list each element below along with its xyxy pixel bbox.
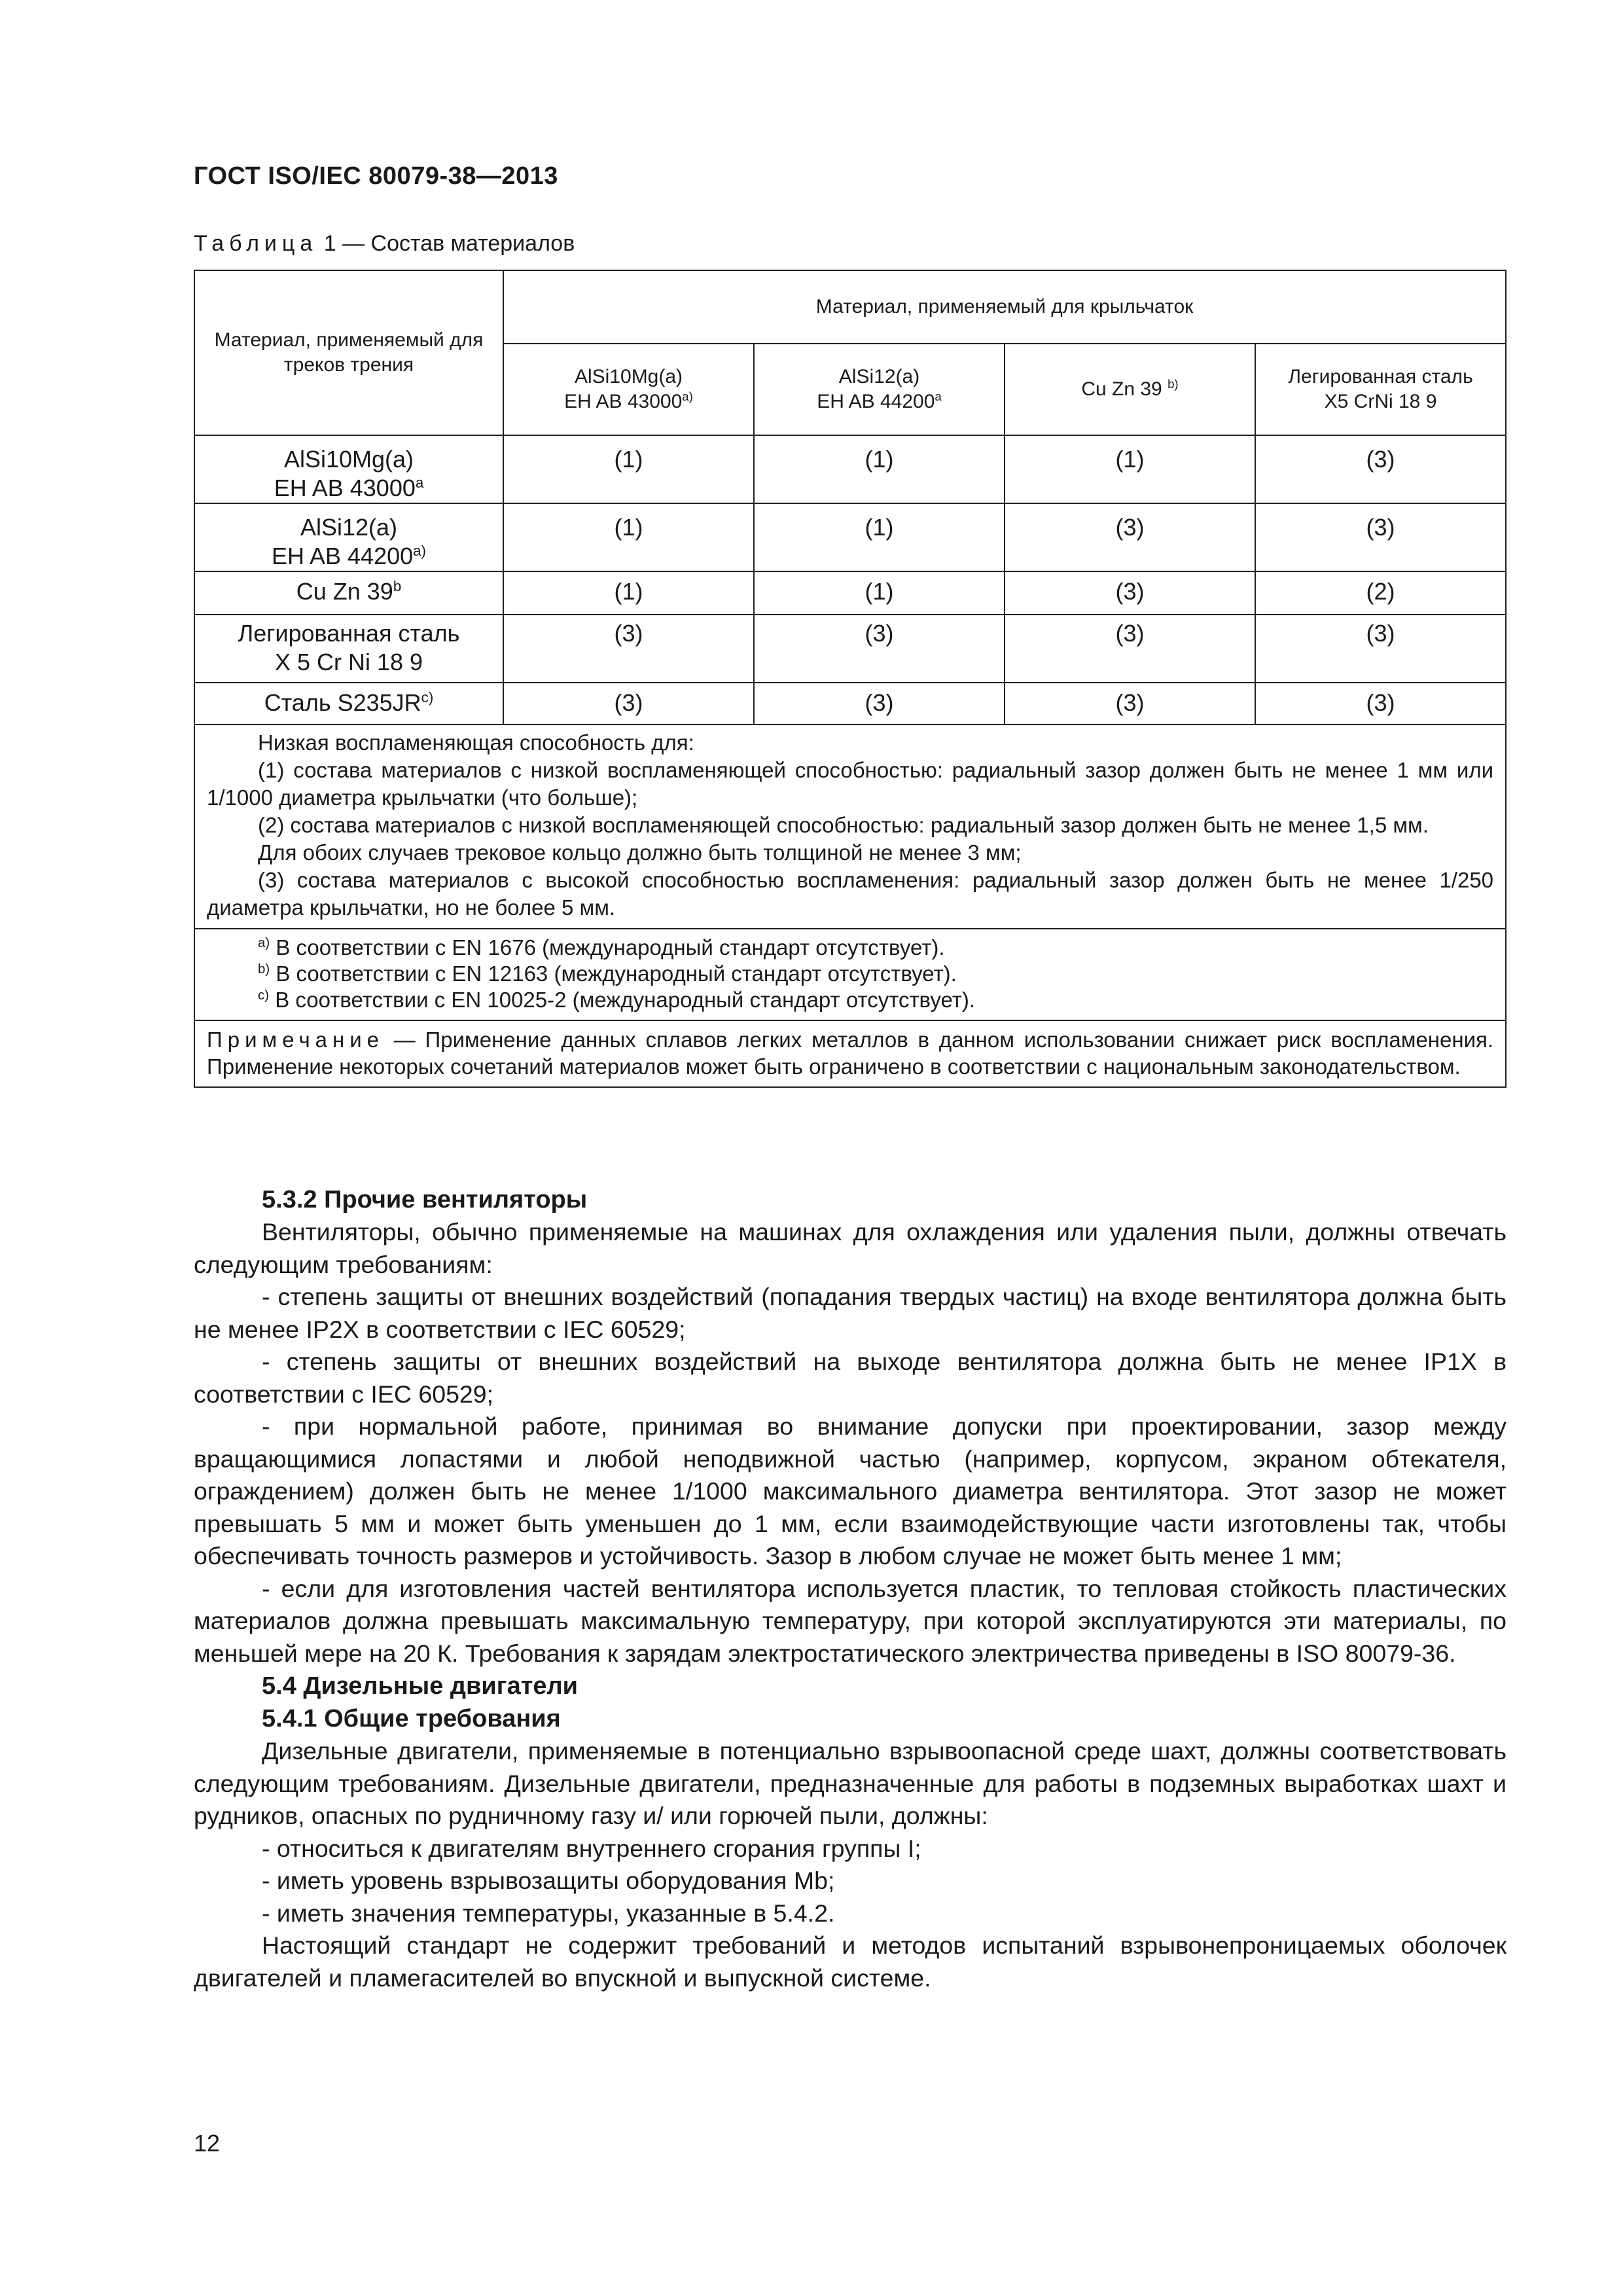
note-2: (2) состава материалов с низкой воспламеняющей способностью: радиальный зазор должен быть не менее 1,5 мм.	[258, 813, 1429, 837]
table-row	[194, 503, 1506, 571]
note-both: Для обоих случаев трековое кольцо должно быть толщиной не менее 3 мм;	[258, 840, 1022, 865]
table-cell: (3)	[1005, 615, 1255, 683]
section-heading-5-4-1: 5.4.1 Общие требования	[262, 1705, 561, 1732]
row-header-label: Материал, применяемый для треков трения	[214, 329, 484, 376]
table-notes	[194, 725, 1506, 929]
paragraph: Вентиляторы, обычно применяемые на машинах для охлаждения или удаления пыли, должны отвечать следующим требованиям:	[194, 1218, 1507, 1278]
table-row	[194, 435, 1506, 503]
column-group-header	[503, 270, 1506, 344]
table-cell: (3)	[1005, 503, 1255, 571]
footnote-ref: c)	[421, 689, 434, 706]
table-notes-row	[194, 725, 1506, 929]
column-header	[1005, 344, 1255, 435]
table-cell: (1)	[1005, 435, 1255, 503]
table-cell: (1)	[754, 571, 1005, 615]
table-cell: (3)	[503, 615, 754, 683]
row-label-line1: AlSi10Mg(a)	[283, 446, 414, 473]
footnote-mark: a)	[258, 935, 270, 950]
column-header	[754, 344, 1005, 435]
row-label	[194, 571, 503, 615]
table-remark-row	[194, 1020, 1506, 1087]
row-label-line1: Легированная сталь	[238, 620, 460, 647]
footnote-text: В соответствии с EN 12163 (международный стандарт отсутствует).	[270, 961, 957, 986]
table-cell: (3)	[754, 683, 1005, 725]
row-header-cell	[194, 270, 503, 435]
column-header-line2: EH AB 44200	[817, 391, 935, 412]
footnote-ref: a)	[682, 389, 693, 403]
column-header	[1255, 344, 1506, 435]
body-text	[194, 1183, 1507, 1994]
page-number: 12	[194, 2130, 221, 2157]
section-heading-5-3-2: 5.3.2 Прочие вентиляторы	[262, 1186, 588, 1213]
row-label	[194, 503, 503, 571]
column-header-line1: Cu Zn 39	[1081, 378, 1162, 400]
table-row	[194, 615, 1506, 683]
row-label	[194, 615, 503, 683]
table-cell: (1)	[503, 503, 754, 571]
footnote-ref: b)	[1168, 377, 1179, 391]
column-header	[503, 344, 754, 435]
table-cell: (1)	[754, 435, 1005, 503]
row-label-line2: X 5 Cr Ni 18 9	[274, 649, 423, 675]
footnote-mark: b)	[258, 961, 270, 977]
footnote-ref: a)	[413, 543, 426, 559]
list-item: - если для изготовления частей вентилятора используется пластик, то тепловая стойкость пластических материалов должна превышать максимальную температуру, при которой эксплуатируются эти материалы, по меньшей мере на 20 К. Требования к зарядам электростатического электричества приведены в ISO 80079-36.	[194, 1574, 1507, 1667]
row-label	[194, 435, 503, 503]
table-row	[194, 571, 1506, 615]
notes-intro: Низкая воспламеняющая способность для:	[258, 730, 694, 755]
table-cell: (1)	[503, 435, 754, 503]
table-cell: (1)	[503, 571, 754, 615]
note-3: (3) состава материалов с высокой способностью воспламенения: радиальный зазор должен быть не менее 1/250 диаметра крыльчатки, но не более 5 мм.	[207, 868, 1494, 920]
table-cell: (2)	[1255, 571, 1506, 615]
remark-text: — Применение данных сплавов легких металлов в данном использовании снижает риск воспламенения. Применение некоторых сочетаний материалов может быть ограничено в соответствии с национальным законодательством.	[207, 1028, 1494, 1079]
row-label-line1: AlSi12(a)	[300, 514, 398, 541]
footnote	[258, 935, 1493, 961]
table-caption	[194, 231, 575, 257]
column-header-line2: X5 CrNi 18 9	[1324, 391, 1437, 412]
footnote-ref: b	[393, 578, 402, 594]
table-cell: (1)	[754, 503, 1005, 571]
table-cell: (3)	[1005, 683, 1255, 725]
section-heading-5-4: 5.4 Дизельные двигатели	[262, 1672, 578, 1700]
row-label-line1: Cu Zn 39	[296, 578, 393, 605]
footnote-mark: c)	[258, 988, 270, 1003]
footnote-text: В соответствии с EN 1676 (международный стандарт отсутствует).	[270, 935, 945, 960]
table-caption-title: 1 — Состав материалов	[317, 231, 575, 256]
row-label-line2: EH AB 44200	[271, 543, 414, 569]
table-cell: (3)	[754, 615, 1005, 683]
table-footnotes	[194, 929, 1506, 1020]
column-header-line2: EH AB 43000	[564, 391, 683, 412]
document-header: ГОСТ ISO/IEC 80079-38—2013	[194, 162, 558, 190]
column-header-line1: Легированная сталь	[1288, 366, 1473, 387]
footnote-ref: a	[415, 475, 424, 491]
paragraph: Дизельные двигатели, применяемые в потенциально взрывоопасной среде шахт, должны соответствовать следующим требованиям. Дизельные двигатели, предназначенные для работы в подземных выработках шахт и рудников, опасных по рудничному газу и/ или горючей пыли, должны:	[194, 1737, 1507, 1829]
list-item: - иметь уровень взрывозащиты оборудования Mb;	[262, 1867, 835, 1894]
table-cell: (3)	[1255, 503, 1506, 571]
remark-word: Примечание	[207, 1028, 385, 1052]
materials-table	[194, 270, 1507, 1088]
list-item: - при нормальной работе, принимая во внимание допуски при проектировании, зазор между вращающимися лопастями и любой неподвижной частью (например, корпусом, экраном обтекателя, ограждением) должен быть не менее 1/1000 максимального диаметра вентилятора. Этот зазор не может превышать 5 мм и может быть уменьшен до 1 мм, если взаимодействующие части изготовлены так, чтобы обеспечивать точность размеров и устойчивость. Зазор в любом случае не может быть менее 1 мм;	[194, 1412, 1507, 1570]
footnote	[258, 961, 1493, 987]
table-cell: (3)	[503, 683, 754, 725]
table-cell: (3)	[1255, 435, 1506, 503]
column-header-line1: AlSi12(a)	[838, 366, 920, 387]
footnote	[258, 987, 1493, 1013]
list-item: - степень защиты от внешних воздействий на выходе вентилятора должна быть не менее IP1X в соответствии с IEC 60529;	[194, 1348, 1507, 1408]
table-cell: (3)	[1255, 615, 1506, 683]
table-row	[194, 683, 1506, 725]
column-header-line1: AlSi10Mg(a)	[574, 366, 683, 387]
table-footnotes-row	[194, 929, 1506, 1020]
note-1: (1) состава материалов с низкой воспламеняющей способностью: радиальный зазор должен быть не менее 1 мм или 1/1000 диаметра крыльчатки (что больше);	[207, 758, 1494, 810]
table-cell: (3)	[1005, 571, 1255, 615]
table-remark	[194, 1020, 1506, 1087]
paragraph: Настоящий стандарт не содержит требований и методов испытаний взрывонепроницаемых оболочек двигателей и пламегасителей во впускной и выпускной системе.	[194, 1931, 1507, 1992]
row-label	[194, 683, 503, 725]
table-caption-word: Таблица	[194, 231, 318, 256]
list-item: - степень защиты от внешних воздействий (попадания твердых частиц) на входе вентилятора должна быть не менее IP2X в соответствии с IEC 60529;	[194, 1283, 1507, 1343]
column-group-label: Материал, применяемый для крыльчаток	[815, 296, 1194, 317]
row-label-line1: Сталь S235JR	[264, 689, 421, 716]
table-cell: (3)	[1255, 683, 1506, 725]
list-item: - относиться к двигателям внутреннего сгорания группы I;	[262, 1834, 921, 1862]
row-label-line2: EH AB 43000	[274, 475, 416, 501]
footnote-text: В соответствии с EN 10025-2 (международный стандарт отсутствует).	[269, 988, 976, 1012]
list-item: - иметь значения температуры, указанные в 5.4.2.	[262, 1899, 835, 1927]
footnote-ref: a	[935, 389, 942, 403]
